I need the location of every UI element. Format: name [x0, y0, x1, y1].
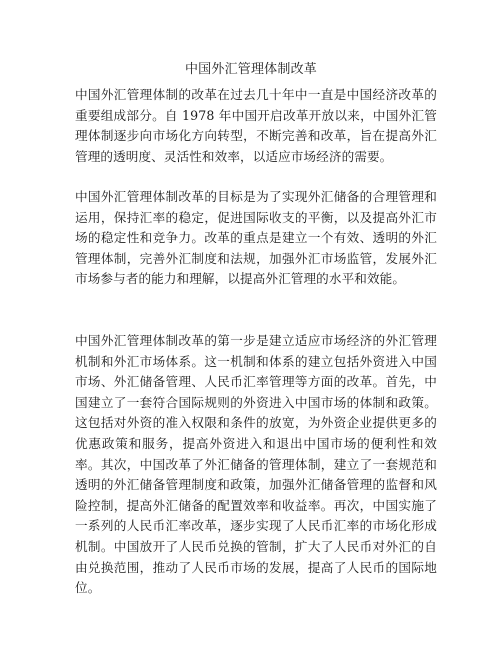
- paragraph-first-step: 中国外汇管理体制改革的第一步是建立适应市场经济的外汇管理机制和外汇市场体系。这一机制和体系的建立包括外资进入中国市场、外汇储备管理、人民币汇率管理等方面的改革。首先，中国建立了一套符合国际规则的外资进入中国市场的体制和政策。这包括对外资的准入权限和条件的放宽，为外资企业提供更多的优惠政策和服务，提高外资进入和退出中国市场的便利性和效率。其次，中国改革了外汇储备的管理体制，建立了一套规范和透明的外汇储备管理制度和政策，加强外汇储备管理的监督和风险控制，提高外汇储备的配置效率和收益率。再次，中国实施了一系列的人民币汇率改革，逐步实现了人民币汇率的市场化形成机制。中国放开了人民币兑换的管制，扩大了人民币对外汇的自由兑换范围，推动了人民币市场的发展，提高了人民币的国际地位。: [75, 333, 437, 596]
- paragraph-goals: 中国外汇管理体制改革的目标是为了实现外汇储备的合理管理和运用，保持汇率的稳定，促进国际收支的平衡，以及提高外汇市场的稳定性和竞争力。改革的重点是建立一个有效、透明的外汇管理体制，完善外汇制度和法规，加强外汇市场监管，发展外汇市场参与者的能力和理解，以提高外汇管理的水平和效能。: [75, 189, 437, 287]
- document-title: 中国外汇管理体制改革: [184, 62, 317, 77]
- paragraph-intro: 中国外汇管理体制的改革在过去几十年中一直是中国经济改革的重要组成部分。自 1978 年中国开启改革开放以来，中国外汇管理体制逐步向市场化方向转型，不断完善和改革，旨在提高外汇管理的透明度、灵活性和效率，以适应市场经济的需要。: [75, 87, 437, 164]
